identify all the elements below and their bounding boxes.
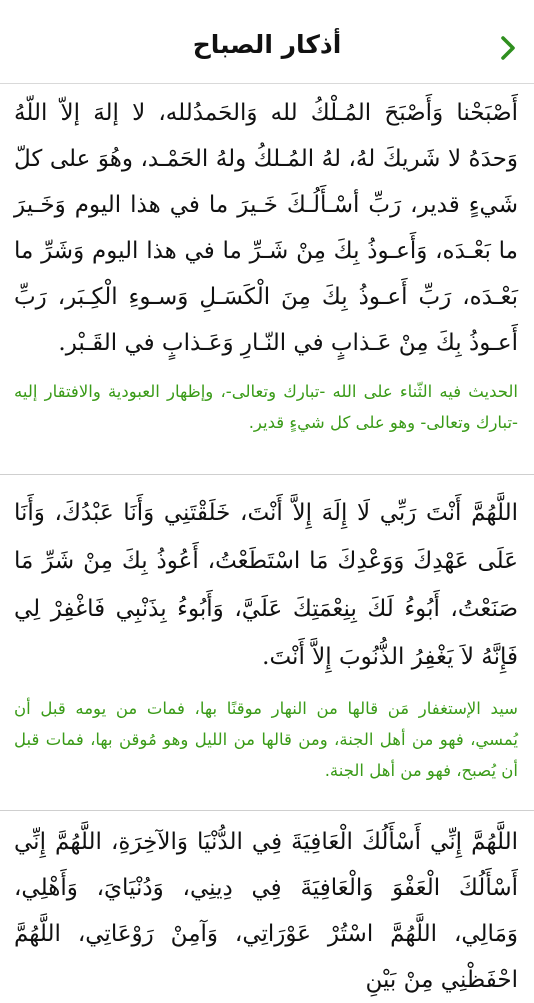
dhikr-text: أَصْبَحْنا وَأَصْبَحَ المُـلْكُ لله وَالحَمدُلله، لا إلهَ إلاّ اللّهُ وَحدَهُ لا شَريكَ لهُ، لهُ المُـلكُ ولهُ الحَمْـد، وهُوَ على كلّ شَيءٍ قدير، رَبِّ أسْـأَلُـكَ خَـيرَ ما في هذا اليوم وَخَـيرَ ما بَعْـدَه، وَأَعـوذُ بِكَ مِنْ شَـرِّ ما في هذا اليوم وَشَرِّ ما بَعْـدَه، رَبِّ أَعـوذُ بِكَ مِنَ الْكَسَـلِ وَسـوءِ الْكِـبَر، رَبِّ أَعـوذُ بِكَ مِنْ عَـذابٍ في النّـارِ وَعَـذابٍ في القَـبْر.: [14, 100, 518, 356]
adhkar-list: [0, 84, 534, 1003]
navigation-bar: [0, 0, 534, 84]
page-title: أذكار الصباح: [192, 30, 342, 59]
dhikr-note: سيد الإستغفار مَن قالها من النهار موقنًا بها، فمات من يومه قبل أن يُمسي، فهو من أهل الجنة، ومن قالها من الليل وهو مُوقن بها، فمات قبل أن يُصبح، فهو من أهل الجنة.: [14, 699, 518, 780]
dhikr-item: [0, 84, 534, 475]
dhikr-item: [0, 811, 534, 1003]
dhikr-note: الحديث فيه الثّناء على الله -تبارك وتعالى-، وإظهار العبودية والافتقار إليه -تبارك وتعالى- وهو على كل شيءٍ قدير.: [14, 382, 518, 432]
dhikr-text: اللَّهُمَّ إِنِّي أَسْأَلُكَ الْعَافِيَةَ فِي الدُّنْيَا وَالآخِرَةِ، اللَّهُمَّ إِنِّي أَسْأَلُكَ الْعَفْوَ وَالْعَافِيَةَ فِي دِينِي، وَدُنْيَايَ، وَأَهْلِي، وَمَالِي، اللَّهُمَّ اسْتُرْ عَوْرَاتِي، وَآمِنْ رَوْعَاتِي، اللَّهُمَّ احْفَظْنِي مِنْ بَيْنِ: [14, 829, 518, 993]
dhikr-text: اللَّهُمَّ أَنْتَ رَبِّي لَا إِلَهَ إِلاَّ أَنْتَ، خَلَقْتَنِي وَأَنَا عَبْدُكَ، وَأَنَا عَلَى عَهْدِكَ وَوَعْدِكَ مَا اسْتَطَعْتُ، أَعُوذُ بِكَ مِنْ شَرِّ مَا صَنَعْتُ، أَبُوءُ لَكَ بِنِعْمَتِكَ عَلَيَّ، وَأَبُوءُ بِذَنْبِي فَاغْفِرْ لِي فَإِنَّهُ لاَ يَغْفِرُ الذُّنُوبَ إِلاَّ أَنْتَ.: [14, 500, 518, 670]
dhikr-item: [0, 475, 534, 811]
